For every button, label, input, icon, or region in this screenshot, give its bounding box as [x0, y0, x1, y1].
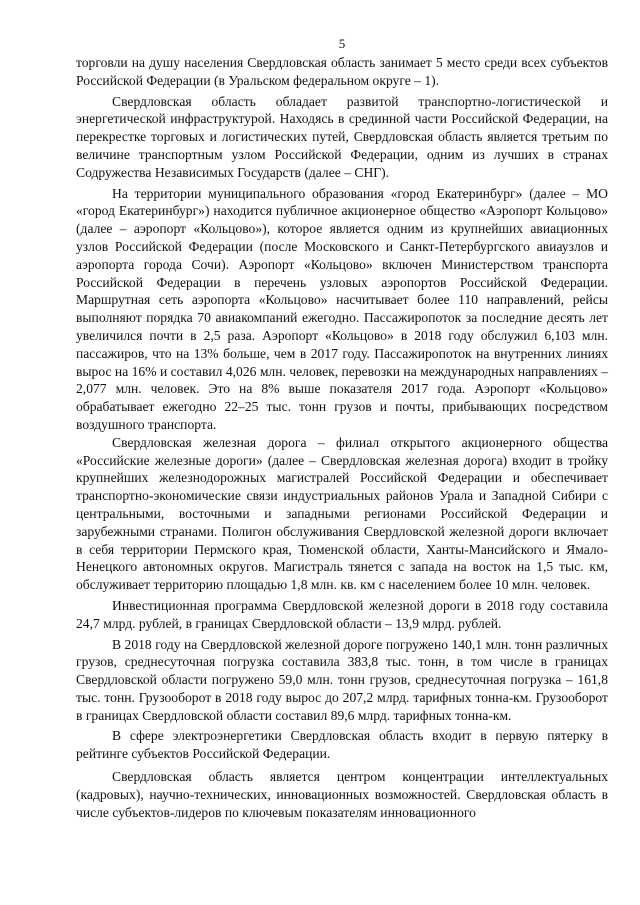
- paragraph-retail-rank: торговли на душу населения Свердловская область занимает 5 место среди всех субъектов Российской Федерации (в Уральском федеральном округе – 1).: [76, 55, 608, 88]
- paragraph-koltsovo-airport: На территории муниципального образования «город Екатеринбург» (далее – МО «город Екатеринбург») находится публичное акционерное общество «Аэропорт Кольцово» (далее – аэропорт «Кольцово»), которое является одним из крупнейших авиационных узлов Российской Федерации (после Московского и Санкт-Петербургского авиаузлов и аэропорта города Сочи). Аэропорт «Кольцово» включен Министерством транспорта Российской Федерации в перечень узловых аэропортов Российской Федерации. Маршрутная сеть аэропорта «Кольцово» насчитывает более 110 направлений, рейсы выполняют порядка 70 авиакомпаний ежегодно. Пассажиропоток за последние десять лет увеличился почти в 2,5 раза. Аэропорт «Кольцово» в 2018 году обслужил 6,103 млн. пассажиров, что на 13% больше, чем в 2017 году. Пассажиропоток на внутренних линиях вырос на 16% и составил 4,026 млн. человек, перевозки на международных направлениях – 2,077 млн. человек. Это на 8% выше показателя 2017 года. Аэропорт «Кольцово» обрабатывает ежегодно 22–25 тыс. тонн грузов и почты, прибывающих посредством воздушного транспорта.: [76, 185, 608, 432]
- paragraph-sverdlovsk-railway: Свердловская железная дорога – филиал открытого акционерного общества «Российские железные дороги» (далее – Свердловская железная дорога) входит в тройку крупнейших железнодорожных магистралей Российской Федерации и обеспечивает транспортно-экономические связи индустриальных районов Урала и Западной Сибири с центральными, восточными и западными регионами Российской Федерации и зарубежными странами. Полигон обслуживания Свердловской железной дороги включает в себя территории Пермского края, Тюменской области, Ханты-Мансийского и Ямало-Ненецкого автономных округов. Магистраль тянется с запада на восток на 1,5 тыс. км, обслуживает территорию площадью 1,8 млн. кв. км с населением более 10 млн. человек.: [76, 434, 608, 593]
- paragraph-investment-program: Инвестиционная программа Свердловской железной дороги в 2018 году составила 24,7 млрд. рублей, в границах Свердловской области – 13,9 млрд. рублей.: [76, 597, 608, 631]
- paragraph-cargo-loading: В 2018 году на Свердловской железной дороге погружено 140,1 млн. тонн различных грузов, среднесуточная погрузка составила 383,8 тыс. тонн, в том числе в границах Свердловской области погружено 59,0 млн. тонн грузов, среднесуточная погрузка – 161,8 тыс. тонн. Грузооборот в 2018 году вырос до 207,2 млрд. тарифных тонна-км. Грузооборот в границах Свердловской области составил 89,6 млрд. тарифных тонна-км.: [76, 636, 608, 723]
- page-number: 5: [338, 36, 346, 51]
- paragraph-electric-power: В сфере электроэнергетики Свердловская область входит в первую пятерку в рейтинге субъектов Российской Федерации.: [76, 728, 608, 762]
- paragraph-innovation: Свердловская область является центром концентрации интеллектуальных (кадровых), научно-технических, инновационных возможностей. Свердловская область в числе субъектов-лидеров по ключевым показателям инновационного: [76, 769, 608, 820]
- paragraph-transport-infrastructure: Свердловская область обладает развитой транспортно-логистической и энергетической инфраструктурой. Находясь в срединной части Российской Федерации, на перекрестке торговых и логистических путей, Свердловская область является третьим по величине транспортным узлом Российской Федерации, одним из лучших в странах Содружества Независимых Государств (далее – СНГ).: [76, 93, 608, 180]
